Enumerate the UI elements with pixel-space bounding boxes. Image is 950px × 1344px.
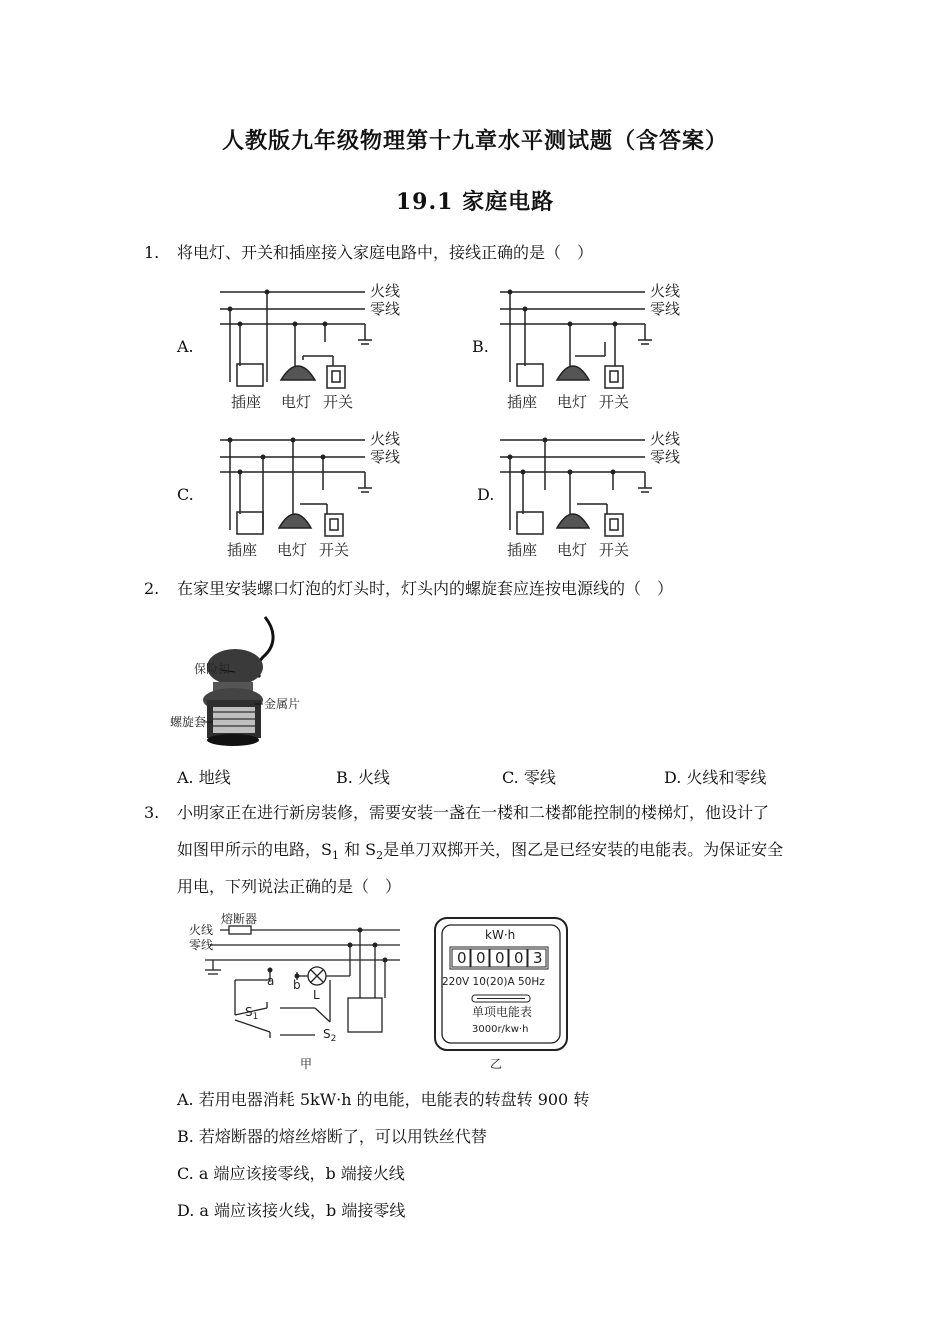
lamp-L-label: L — [313, 988, 320, 1002]
option-label: A. — [177, 337, 194, 356]
fig-label-spiral: 螺旋套 — [170, 715, 207, 729]
option-d: D. a 端应该接火线，b 端接零线 — [177, 1201, 406, 1220]
svg-text:零线: 零线 — [370, 448, 401, 466]
stair-light-circuit — [185, 910, 410, 1075]
meter-rev: 3000r/kw·h — [472, 1024, 529, 1035]
option-c: C. 零线 — [502, 768, 556, 787]
svg-text:0: 0 — [457, 949, 467, 967]
neutral-wire-label: 零线 — [189, 938, 214, 952]
neutral-wire-label: 零线 — [370, 300, 401, 318]
lamp-label: 电灯 — [281, 393, 312, 411]
fig-label-metal: 金属片 — [264, 697, 301, 711]
svg-text:0: 0 — [514, 949, 524, 967]
svg-text:火线: 火线 — [650, 282, 681, 300]
switch-label: 开关 — [323, 393, 354, 411]
svg-text:0: 0 — [476, 949, 486, 967]
wiring-diagram-b — [495, 282, 685, 412]
question-number: 2. — [144, 579, 160, 598]
terminal-a-label: a — [267, 974, 275, 988]
meter-name: 单项电能表 — [472, 1005, 533, 1019]
option-label: D. — [477, 485, 495, 504]
wiring-diagram-d — [495, 430, 685, 560]
svg-text:插座: 插座 — [507, 541, 538, 559]
page-title: 人教版九年级物理第十九章水平测试题（含答案） — [221, 128, 728, 154]
meter-unit: kW·h — [485, 928, 516, 942]
svg-text:火线: 火线 — [370, 430, 401, 448]
section-title: 19.1 家庭电路 — [395, 189, 555, 215]
svg-text:零线: 零线 — [650, 448, 681, 466]
question-number: 3. — [144, 803, 160, 822]
svg-text:开关: 开关 — [319, 541, 350, 559]
svg-text:电灯: 电灯 — [557, 541, 588, 559]
svg-text:火线: 火线 — [650, 430, 681, 448]
figure-caption-jia: 甲 — [300, 1057, 313, 1071]
live-wire-label: 火线 — [370, 282, 401, 300]
question-number: 1. — [144, 243, 160, 262]
svg-text:0: 0 — [495, 949, 505, 967]
question-stem: 在家里安装螺口灯泡的灯头时，灯头内的螺旋套应连按电源线的（ ） — [177, 579, 674, 598]
question-stem-line1: 小明家正在进行新房装修，需要安装一盏在一楼和二楼都能控制的楼梯灯，他设计了 — [177, 803, 770, 822]
socket-label: 插座 — [231, 393, 262, 411]
svg-text:零线: 零线 — [650, 300, 681, 318]
svg-text:开关: 开关 — [599, 541, 630, 559]
option-b: B. 火线 — [336, 768, 390, 787]
fuse-label: 熔断器 — [221, 912, 258, 926]
question-stem: 将电灯、开关和插座接入家庭电路中，接线正确的是（ ） — [177, 243, 594, 262]
energy-meter — [432, 915, 572, 1075]
svg-text:插座: 插座 — [507, 393, 538, 411]
wiring-diagram-c — [215, 430, 405, 560]
switch-s1-label: $S_1$ — [245, 1005, 259, 1022]
wiring-diagram-a — [215, 282, 401, 412]
svg-text:电灯: 电灯 — [557, 393, 588, 411]
option-label: C. — [177, 485, 194, 504]
svg-text:3: 3 — [533, 949, 543, 967]
question-stem-line3: 用电，下列说法正确的是（ ） — [177, 877, 402, 896]
option-a: A. 若用电器消耗 5kW·h 的电能，电能表的转盘转 900 转 — [177, 1090, 590, 1109]
question-stem-line2: 如图甲所示的电路，$S_1$ 和 $S_2$是单刀双掷开关，图乙是已经安装的电能表。为保证安全 — [177, 840, 784, 863]
terminal-b-label: b — [293, 978, 301, 992]
svg-text:开关: 开关 — [599, 393, 630, 411]
option-c: C. a 端应该接零线，b 端接火线 — [177, 1164, 405, 1183]
option-a: A. 地线 — [177, 768, 231, 787]
svg-text:插座: 插座 — [227, 541, 258, 559]
option-b: B. 若熔断器的熔丝熔断了，可以用铁丝代替 — [177, 1127, 487, 1146]
meter-spec: 220V 10(20)A 50Hz — [442, 976, 545, 988]
option-label: B. — [472, 337, 489, 356]
fig-label-clip: 保险扣 — [194, 662, 231, 676]
option-d: D. 火线和零线 — [664, 768, 767, 787]
live-wire-label: 火线 — [189, 923, 214, 937]
lamp-holder-figure — [165, 612, 315, 752]
svg-text:电灯: 电灯 — [277, 541, 308, 559]
switch-s2-label: $S_2$ — [323, 1027, 337, 1044]
figure-caption-yi: 乙 — [490, 1057, 503, 1071]
